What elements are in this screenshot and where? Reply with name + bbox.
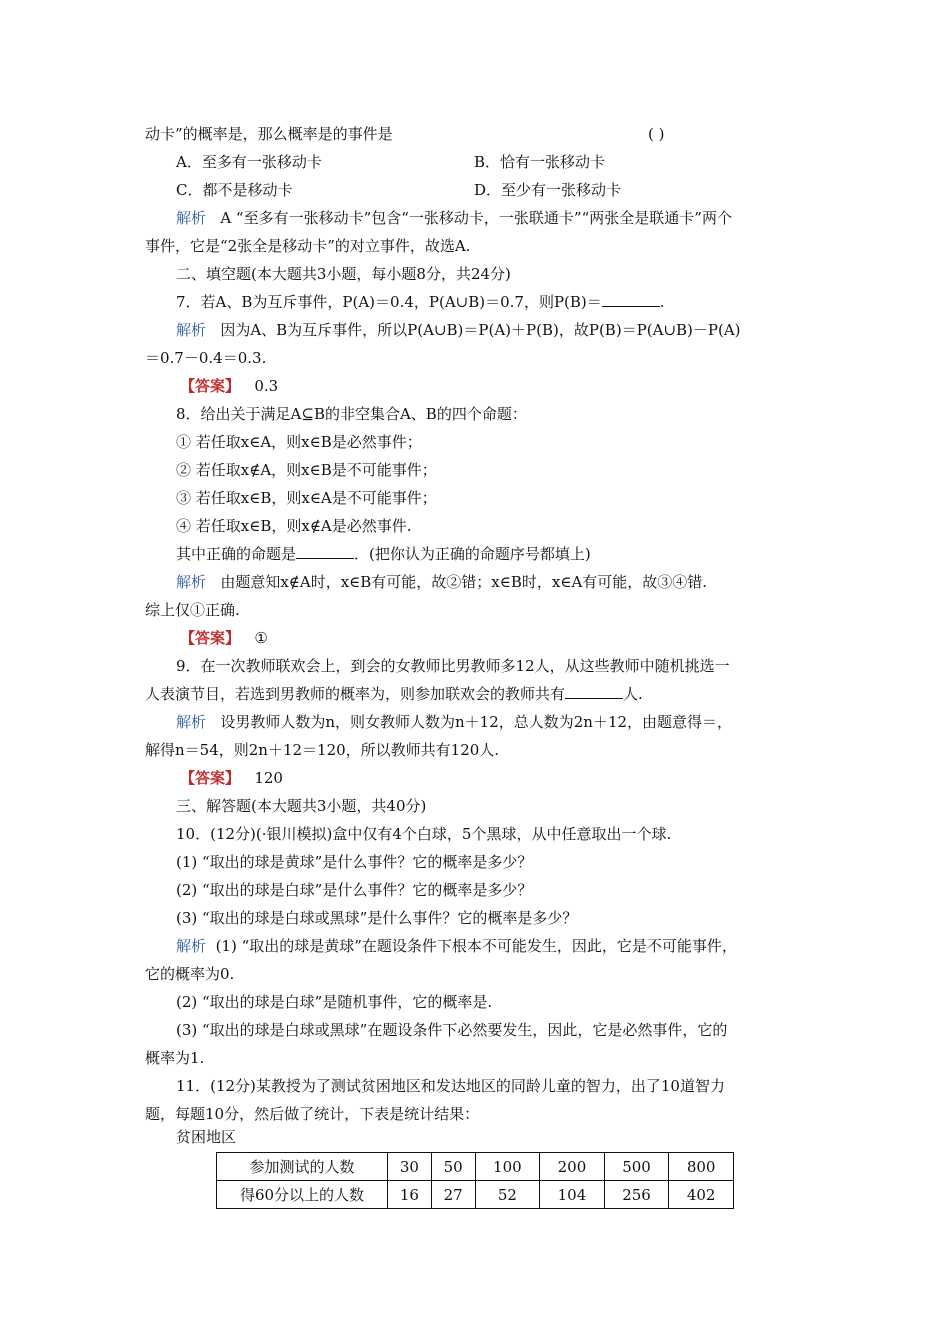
answer-tag: 【答案】: [180, 377, 241, 395]
jiexi-label: 解析: [176, 321, 207, 339]
q8-item-4: ④ 若任取x∈B，则x∉A是必然事件.: [176, 517, 412, 535]
answer-tag: 【答案】: [180, 629, 241, 647]
q7-solution-line2: ＝0.7－0.4＝0.3.: [145, 349, 267, 367]
q11-stem-line1: 11．(12分)某教授为了测试贫困地区和发达地区的同龄儿童的智力，出了10道智力: [176, 1077, 725, 1095]
q9-stem-line1: 9．在一次教师联欢会上，到会的女教师比男教师多12人，从这些教师中随机挑选一: [176, 657, 730, 675]
q6-solution-line2: 事件，它是“2张全是移动卡”的对立事件，故选A.: [145, 237, 471, 255]
q6-solution-line1: 解析 A “至多有一张移动卡”包含“一张移动卡，一张联通卡”“两张全是联通卡”两个: [176, 209, 732, 227]
table-cell: 402: [669, 1181, 734, 1209]
q9-solution-line1: 解析 设男教师人数为n，则女教师人数为n＋12，总人数为2n＋12，由题意得＝，: [176, 713, 733, 731]
table-cell: 50: [431, 1153, 475, 1181]
option-a: A．至多有一张移动卡: [176, 153, 322, 171]
q10-solution-line3: (2) “取出的球是白球”是随机事件，它的概率是.: [176, 993, 493, 1011]
section-heading-answer: 三、解答题(本大题共3小题，共40分): [176, 797, 427, 815]
q10-part-1: (1) “取出的球是黄球”是什么事件？它的概率是多少？: [176, 853, 533, 871]
q10-solution-line2: 它的概率为0.: [145, 965, 235, 983]
q11-stem-line2: 题，每题10分，然后做了统计，下表是统计结果：: [145, 1105, 480, 1123]
q10-part-3: (3) “取出的球是白球或黑球”是什么事件？它的概率是多少？: [176, 909, 578, 927]
row-header: 参加测试的人数: [217, 1153, 388, 1181]
q8-stem: 8．给出关于满足A⊆B的非空集合A、B的四个命题：: [176, 405, 527, 423]
table-cell: 256: [604, 1181, 669, 1209]
q8-fill: 其中正确的命题是 ．(把你认为正确的命题序号都填上): [176, 545, 591, 563]
answer-tag: 【答案】: [180, 769, 241, 787]
q8-solution-line1: 解析 由题意知x∉A时，x∈B有可能，故②错；x∈B时，x∈A有可能，故③④错.: [176, 573, 708, 591]
option-d: D．至少有一张移动卡: [474, 181, 622, 199]
q10-solution-line1: 解析 (1) “取出的球是黄球”在题设条件下根本不可能发生，因此，它是不可能事件，: [176, 937, 737, 955]
q10-solution-line5: 概率为1.: [145, 1049, 205, 1067]
option-b: B．恰有一张移动卡: [474, 153, 606, 171]
q7-solution-line1: 解析 因为A、B为互斥事件，所以P(A∪B)＝P(A)＋P(B)，故P(B)＝P(A∪B)－P(A): [176, 321, 741, 339]
q8-answer: 【答案】 ①: [180, 629, 268, 647]
region-label: 贫困地区: [176, 1128, 237, 1146]
q6-stem: 动卡”的概率是，那么概率是的事件是: [145, 125, 393, 143]
q8-item-1: ① 若任取x∈A，则x∈B是必然事件；: [176, 433, 422, 451]
q8-item-3: ③ 若任取x∈B，则x∈A是不可能事件；: [176, 489, 437, 507]
q9-answer: 【答案】 120: [180, 769, 283, 787]
table-cell: 500: [604, 1153, 669, 1181]
table-cell: 30: [388, 1153, 432, 1181]
q7-stem: 7．若A、B为互斥事件，P(A)＝0.4，P(A∪B)＝0.7，则P(B)＝ .: [176, 293, 665, 311]
table-cell: 800: [669, 1153, 734, 1181]
jiexi-label: 解析: [176, 713, 207, 731]
table-cell: 200: [540, 1153, 605, 1181]
q7-answer: 【答案】 0.3: [180, 377, 279, 395]
q10-solution-line4: (3) “取出的球是白球或黑球”在题设条件下必然要发生，因此，它是必然事件，它的: [176, 1021, 728, 1039]
table-row: [217, 1153, 734, 1181]
row-header: 得60分以上的人数: [217, 1181, 388, 1209]
answer-paren: ( ): [648, 125, 665, 143]
q10-stem: 10．(12分)(·银川模拟)盒中仅有4个白球，5个黑球，从中任意取出一个球.: [176, 825, 672, 843]
jiexi-label: 解析: [176, 937, 207, 955]
fill-blank[interactable]: [602, 292, 660, 307]
fill-blank[interactable]: [565, 684, 623, 699]
q9-solution-line2: 解得n＝54，则2n＋12＝120，所以教师共有120人.: [145, 741, 500, 759]
table-cell: 104: [540, 1181, 605, 1209]
table-row: [217, 1181, 734, 1209]
q8-item-2: ② 若任取x∉A，则x∈B是不可能事件；: [176, 461, 437, 479]
fill-blank[interactable]: [296, 544, 354, 559]
stats-table: [216, 1152, 734, 1209]
q9-stem-line2: 人表演节目，若选到男教师的概率为，则参加联欢会的教师共有 人.: [145, 685, 643, 703]
table-cell: 100: [475, 1153, 540, 1181]
jiexi-label: 解析: [176, 209, 207, 227]
q8-solution-line2: 综上仅①正确.: [145, 601, 240, 619]
table-cell: 27: [431, 1181, 475, 1209]
q10-part-2: (2) “取出的球是白球”是什么事件？它的概率是多少？: [176, 881, 533, 899]
section-heading-fill: 二、填空题(本大题共3小题，每小题8分，共24分): [176, 265, 511, 283]
option-c: C．都不是移动卡: [176, 181, 293, 199]
table-cell: 52: [475, 1181, 540, 1209]
table-cell: 16: [388, 1181, 432, 1209]
jiexi-label: 解析: [176, 573, 207, 591]
